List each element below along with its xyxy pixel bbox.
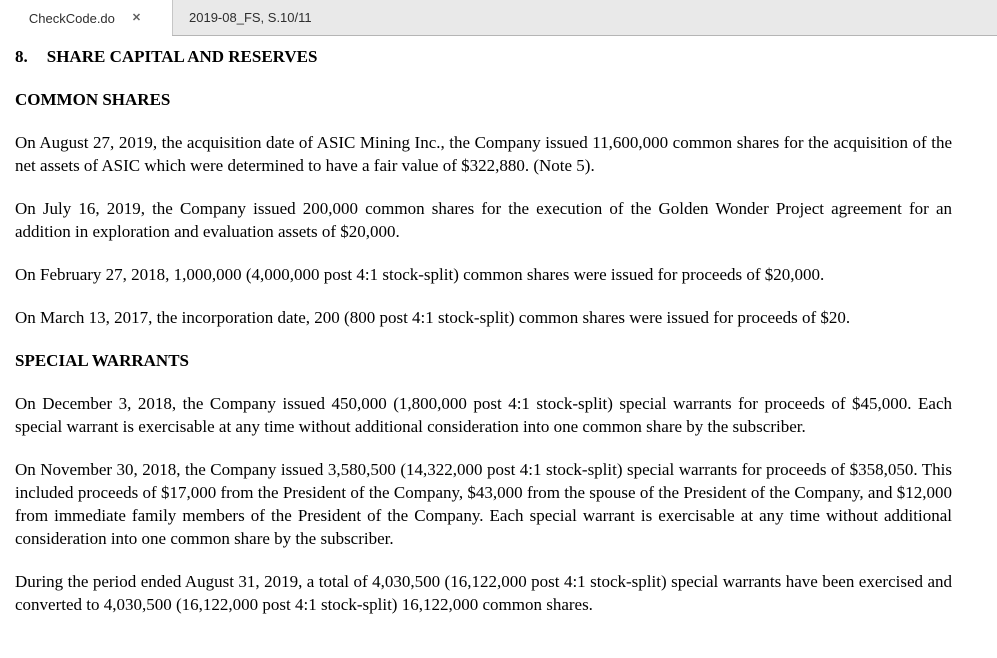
paragraph-special-2: On November 30, 2018, the Company issued 3,580,500 (14,322,000 post 4:1 stock-split) special warrants for proceeds of $358,050. This included proceeds of $17,000 from the President of the Company, $43,000 from the spouse of the President of the Company, and $12,000 from immediate family members of the President of the Company. Each special warrant is exercisable at any time without additional consideration into one common share by the subscriber. <box>15 460 952 548</box>
section-heading <box>15 45 952 68</box>
tab-checkcode[interactable] <box>0 0 172 36</box>
document-page <box>0 36 997 616</box>
paragraph-common-1: On August 27, 2019, the acquisition date of ASIC Mining Inc., the Company issued 11,600,000 common shares for the acquisition of the net assets of ASIC which were determined to have a fair value of $322,880. (Note 5). <box>15 133 952 175</box>
paragraph-common-3: On February 27, 2018, 1,000,000 (4,000,000 post 4:1 stock-split) common shares were issued for proceeds of $20,000. <box>15 265 825 284</box>
paragraph-special-1: On December 3, 2018, the Company issued 450,000 (1,800,000 post 4:1 stock-split) special warrants for proceeds of $45,000. Each special warrant is exercisable at any time without additional consideration into one common share by the subscriber. <box>15 394 952 436</box>
tab-financial-statement[interactable] <box>172 0 328 35</box>
section-title: SHARE CAPITAL AND RESERVES <box>46 47 318 66</box>
common-shares-heading: COMMON SHARES <box>15 90 171 109</box>
tab-financial-statement-label: 2019-08_FS, S.10/11 <box>189 10 312 25</box>
tab-checkcode-label: CheckCode.do <box>28 10 115 26</box>
special-warrants-heading: SPECIAL WARRANTS <box>15 351 189 370</box>
paragraph-common-2: On July 16, 2019, the Company issued 200,000 common shares for the execution of the Golden Wonder Project agreement for an addition in exploration and evaluation assets of $20,000. <box>15 199 952 241</box>
paragraph-common-4: On March 13, 2017, the incorporation date, 200 (800 post 4:1 stock-split) common shares were issued for proceeds of $20. <box>15 308 851 327</box>
paragraph-special-3: During the period ended August 31, 2019, a total of 4,030,500 (16,122,000 post 4:1 stock-split) special warrants have been exercised and converted to 4,030,500 (16,122,000 post 4:1 stock-split) 16,122,000 common shares. <box>15 572 952 614</box>
tab-bar <box>0 0 997 36</box>
section-number: 8. <box>15 47 28 66</box>
close-icon[interactable]: ✕ <box>131 11 142 24</box>
